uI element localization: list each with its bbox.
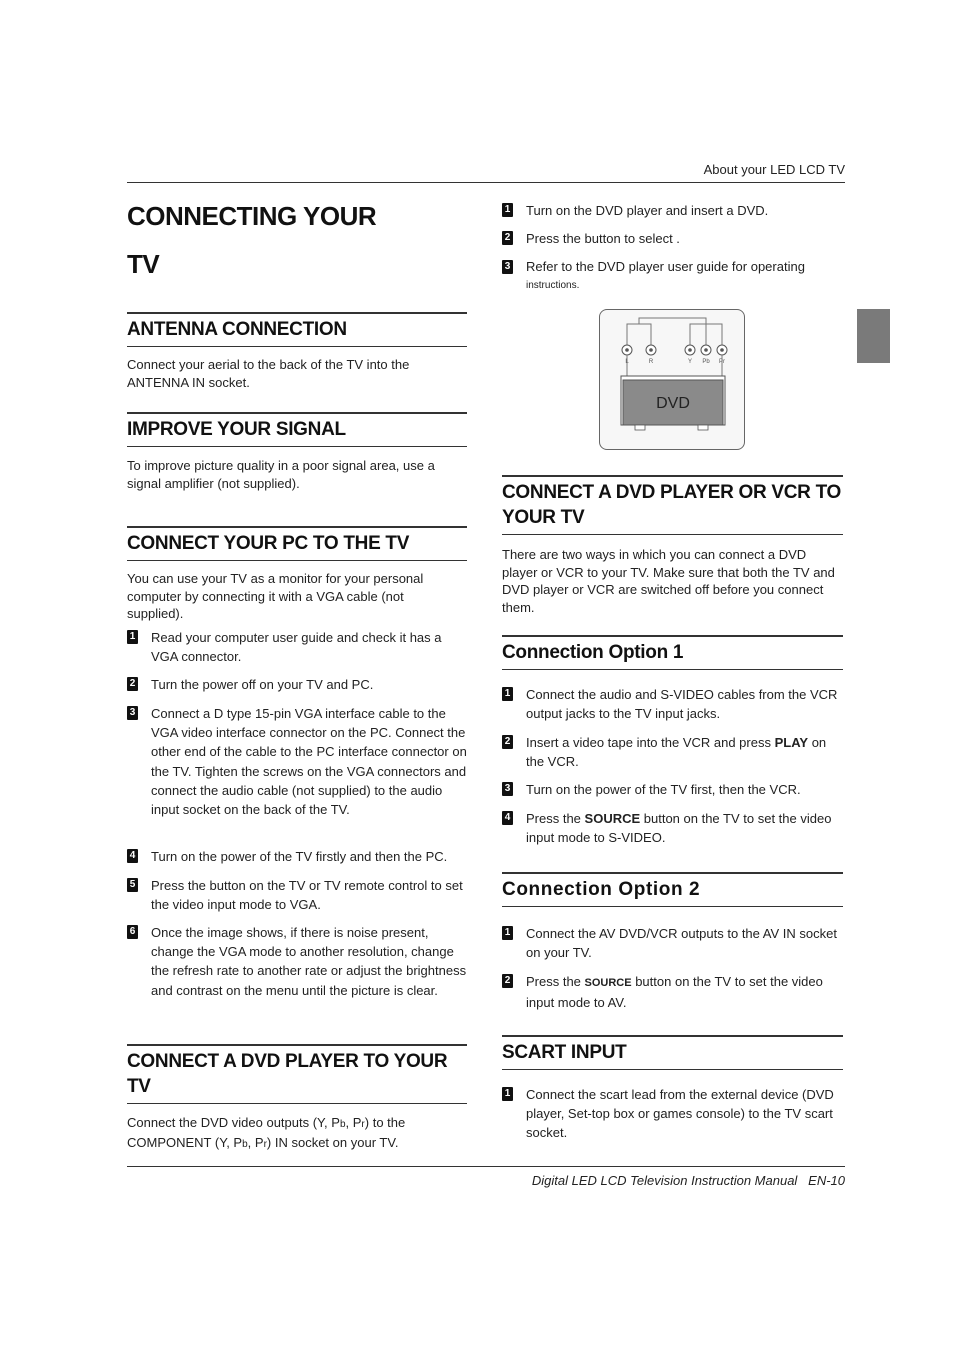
jack-icon (622, 345, 727, 355)
dvd-tv-text: Connect the DVD video outputs (Y, Pb, Pr) to the COMPONENT (Y, Pb, Pr) IN socket on your TV. (127, 1115, 406, 1150)
dvd-diagram-svg (600, 310, 746, 451)
page-title (127, 192, 467, 288)
step-text: Press the button to select . (526, 231, 680, 246)
pc-step-1 (127, 628, 467, 666)
option1-step-1 (502, 685, 844, 723)
step-number-badge: 3 (127, 706, 138, 720)
step-text: Connect a D type 15-pin VGA interface cable to the VGA video interface connector on the PC. Connect the other end of the cable to the PC interface connector on the TV. Tighten the screws on the VGA connectors and connect the audio cable (not supplied) to the audio input socket on the back of the TV. (151, 706, 467, 818)
header-rule (127, 182, 845, 183)
step-text: Press the SOURCE button on the TV to set the video input mode to AV. (526, 974, 823, 1011)
jack-label-r: R (648, 359, 654, 365)
pc-step-5 (127, 876, 467, 914)
step-text: Insert a video tape into the VCR and press PLAY on the VCR. (526, 735, 827, 770)
pc-step-2 (127, 675, 467, 694)
step-number-badge: 1 (502, 1087, 513, 1101)
dvd-tv-heading: CONNECT A DVD PLAYER TO YOUR TV (127, 1044, 467, 1104)
step-number-badge: 2 (502, 735, 513, 749)
option1-step-2 (502, 733, 844, 771)
pc-intro: You can use your TV as a monitor for your personal computer by connecting it with a VGA cable (not supplied). (127, 571, 424, 621)
step-number-badge: 3 (502, 260, 513, 274)
option1-heading: Connection Option 1 (502, 635, 843, 670)
step-number-badge: 2 (502, 231, 513, 245)
step-number-badge: 1 (502, 203, 513, 217)
pc-step-4 (127, 847, 467, 866)
step-text: Turn on the power of the TV firstly and then the PC. (151, 849, 448, 864)
page-title-line2: TV (127, 249, 160, 279)
step-text: Press the button on the TV or TV remote control to set the video input mode to VGA. (151, 878, 463, 913)
step-number-badge: 3 (502, 782, 513, 796)
step-number-badge: 5 (127, 878, 138, 892)
step-text: Connect the audio and S-VIDEO cables from the VCR output jacks to the TV input jacks. (526, 687, 838, 722)
antenna-heading: ANTENNA CONNECTION (127, 312, 467, 347)
step-text: Press the SOURCE button on the TV to set the video input mode to S-VIDEO. (526, 811, 832, 846)
step-number-badge: 4 (127, 849, 138, 863)
option1-step-4 (502, 809, 844, 847)
step-number-badge: 1 (502, 926, 513, 940)
step-text-small: instructions. (526, 280, 580, 291)
dvd-step-2 (502, 229, 846, 248)
chapter-tab (857, 309, 890, 363)
dvd-label: DVD (656, 395, 690, 412)
pc-step-6 (127, 923, 467, 1000)
step-text: Once the image shows, if there is noise present, change the VGA mode to another resolution, change the refresh rate to another rate or adjust the brightness and contrast on the menu until the picture is clear. (151, 925, 467, 998)
step-number-badge: 1 (502, 687, 513, 701)
step-number-badge: 2 (502, 974, 513, 988)
dvd-vcr-text: There are two ways in which you can connect a DVD player or VCR to your TV. Make sure that both the TV and DVD player or VCR are switched off before you connect them. (502, 547, 835, 615)
step-text: Turn the power off on your TV and PC. (151, 677, 374, 692)
step-number-badge: 2 (127, 677, 138, 691)
option2-step-2 (502, 972, 844, 1012)
step-number-badge: 6 (127, 925, 138, 939)
jack-label-pr: Pr (719, 359, 725, 365)
dvd-vcr-heading: CONNECT A DVD PLAYER OR VCR TO YOUR TV (502, 475, 843, 535)
running-header: About your LED LCD TV (703, 162, 845, 177)
scart-heading: SCART INPUT (502, 1035, 843, 1070)
dvd-connection-diagram (599, 309, 745, 450)
scart-step-1 (502, 1085, 844, 1143)
step-text: Read your computer user guide and check it has a VGA connector. (151, 630, 442, 665)
step-text: Connect the scart lead from the external device (DVD player, Set-top box or games console) to the TV scart socket. (526, 1087, 834, 1141)
option2-heading: Connection Option 2 (502, 872, 843, 907)
step-number-badge: 4 (502, 811, 513, 825)
jack-label-y: Y (687, 359, 693, 365)
step-text: Turn on the DVD player and insert a DVD. (526, 203, 769, 218)
step-text: Turn on the power of the TV first, then the VCR. (526, 782, 801, 797)
jack-label-l: L (625, 359, 629, 365)
option1-step-3 (502, 780, 844, 799)
signal-text: To improve picture quality in a poor signal area, use a signal amplifier (not supplied). (127, 458, 435, 491)
signal-heading: IMPROVE YOUR SIGNAL (127, 412, 467, 447)
step-number-badge: 1 (127, 630, 138, 644)
dvd-step-3 (502, 258, 846, 294)
step-text: Connect the AV DVD/VCR outputs to the AV IN socket on your TV. (526, 926, 837, 961)
footer-rule (127, 1166, 845, 1167)
antenna-text: Connect your aerial to the back of the TV into the ANTENNA IN socket. (127, 357, 410, 390)
pc-heading: CONNECT YOUR PC TO THE TV (127, 526, 467, 561)
step-text: Refer to the DVD player user guide for operating (526, 259, 805, 274)
option2-step-1 (502, 924, 844, 962)
pc-step-3 (127, 704, 467, 819)
jack-label-pb: Pb (702, 359, 710, 365)
dvd-step-1 (502, 201, 846, 220)
page-title-line1: CONNECTING YOUR (127, 201, 377, 231)
page-footer: Digital LED LCD Television Instruction Manual EN-10 (531, 1173, 845, 1188)
